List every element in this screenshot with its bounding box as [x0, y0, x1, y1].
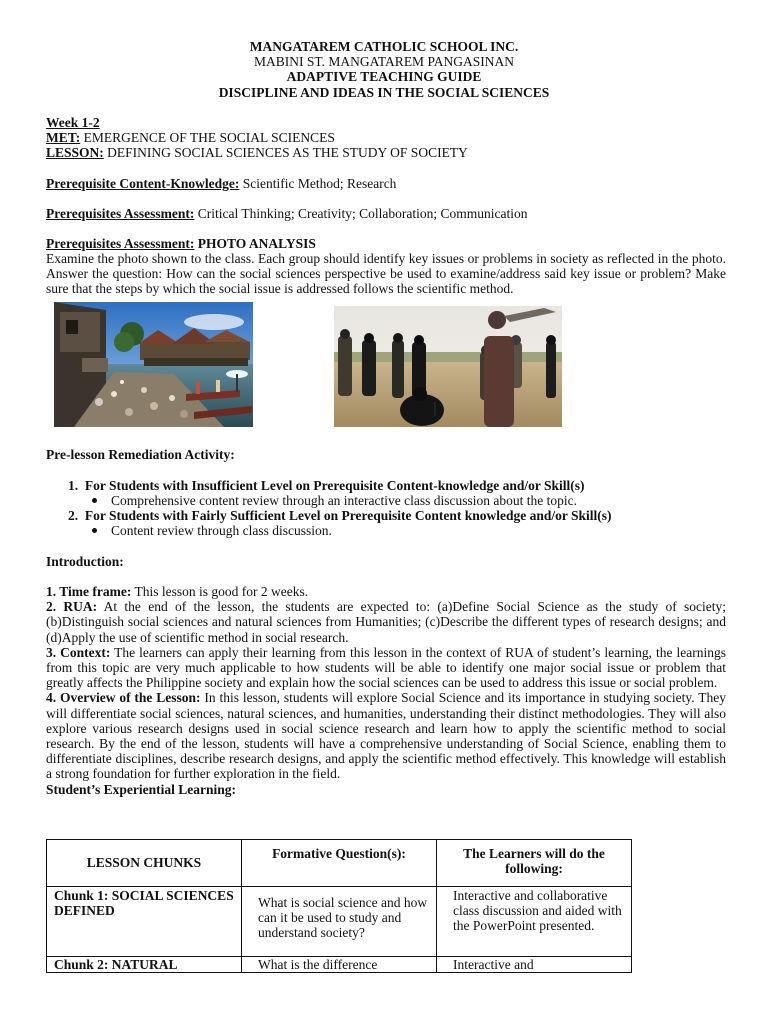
table-cell-question: What is the difference — [242, 957, 437, 973]
bullet-icon — [92, 498, 97, 503]
table-cell-chunk: Chunk 1: SOCIAL SCIENCES DEFINED — [47, 887, 242, 957]
overview-paragraph: 4. Overview of the Lesson: In this lesson, students will explore Social Science and its importance in studying society. They will differentiate social sciences, natural sciences, and humanities, understanding their distinct methodologies. They will also explore various research designs used in social science research and learn how to apply the scientific method to social research. By the end of the lesson, students will have a comprehensive understanding of Social Science, enabling them to differentiate disciplines, describe research designs, and apply the scientific method effectively. This knowledge will establish a strong foundation for further exploration in the field. — [46, 690, 726, 782]
remediation-bullet-2: Content review through class discussion. — [92, 523, 332, 538]
remediation-item-2: 2. For Students with Fairly Sufficient Level on Prerequisite Content knowledge and/or Skill(s) — [68, 508, 612, 523]
prereq-knowledge-line: Prerequisite Content-Knowledge: Scientific Method; Research — [46, 176, 397, 191]
school-address: MABINI ST. MANGATAREM PANGASINAN — [254, 54, 514, 70]
introduction-title: Introduction: — [46, 554, 124, 569]
table-cell-activity: Interactive and — [437, 957, 632, 973]
experiential-title: Student’s Experiential Learning: — [46, 781, 237, 797]
table-header: The Learners will do the following: — [437, 840, 632, 887]
table-header: Formative Question(s): — [242, 840, 437, 887]
table-cell-activity: Interactive and collaborative class discussion and aided with the PowerPoint presented. — [437, 887, 632, 957]
remediation-item-1: 1. For Students with Insufficient Level on Prerequisite Content-knowledge and/or Skill(s) — [68, 478, 585, 493]
table-cell-chunk: Chunk 2: NATURAL — [47, 957, 242, 973]
subject-title: DISCIPLINE AND IDEAS IN THE SOCIAL SCIENCES — [218, 84, 550, 100]
remediation-title: Pre-lesson Remediation Activity: — [46, 447, 235, 462]
lesson-chunks-table — [46, 839, 632, 973]
table-header: LESSON CHUNKS — [47, 840, 242, 887]
conflict-photo — [334, 306, 562, 427]
slum-photo — [54, 302, 253, 427]
photo-instructions: Examine the photo shown to the class. Each group should identify key issues or problems in society as reflected in the photo. Answer the question: How can the social sciences perspective be used to examine/address said key issue or problem? Make sure that the steps by which the social issue is addressed follows the scientific method. — [46, 251, 726, 297]
week-label: Week 1-2 — [46, 115, 100, 130]
bullet-icon — [92, 528, 97, 533]
table-cell-question: What is social science and how can it be used to study and understand society? — [242, 887, 437, 957]
table-header-row — [47, 840, 632, 887]
document-header — [0, 39, 768, 100]
remediation-bullet-1: Comprehensive content review through an interactive class discussion about the topic. — [92, 493, 577, 508]
guide-title: ADAPTIVE TEACHING GUIDE — [286, 69, 482, 85]
table-row — [47, 887, 632, 957]
rua-paragraph: 2. RUA: At the end of the lesson, the students are expected to: (a)Define Social Science as the study of society; (b)Distinguish social sciences and natural sciences from Humanities; (c)Describe the different types of research designs; and (d)Apply the use of scientific method in social research. — [46, 599, 726, 645]
photo-analysis-line: Prerequisites Assessment: PHOTO ANALYSIS — [46, 236, 316, 251]
intro-body — [46, 584, 726, 797]
table-row — [47, 957, 632, 973]
school-name: MANGATAREM CATHOLIC SCHOOL INC. — [249, 39, 519, 54]
lesson-line: LESSON: DEFINING SOCIAL SCIENCES AS THE STUDY OF SOCIETY — [46, 145, 468, 160]
time-frame: 1. Time frame: This lesson is good for 2 weeks. — [46, 584, 309, 599]
met-line: MET: EMERGENCE OF THE SOCIAL SCIENCES — [46, 130, 335, 145]
context-paragraph: 3. Context: The learners can apply their learning from this lesson in the context of RUA of student’s learning, the learnings from this topic are very much applicable to how students will be able to identify one major social issue or problem that greatly affects the Philippine society and explain how the social sciences can be used to address this issue or social problem. — [46, 644, 726, 691]
prereq-assessment-line: Prerequisites Assessment: Critical Thinking; Creativity; Collaboration; Communication — [46, 206, 528, 221]
